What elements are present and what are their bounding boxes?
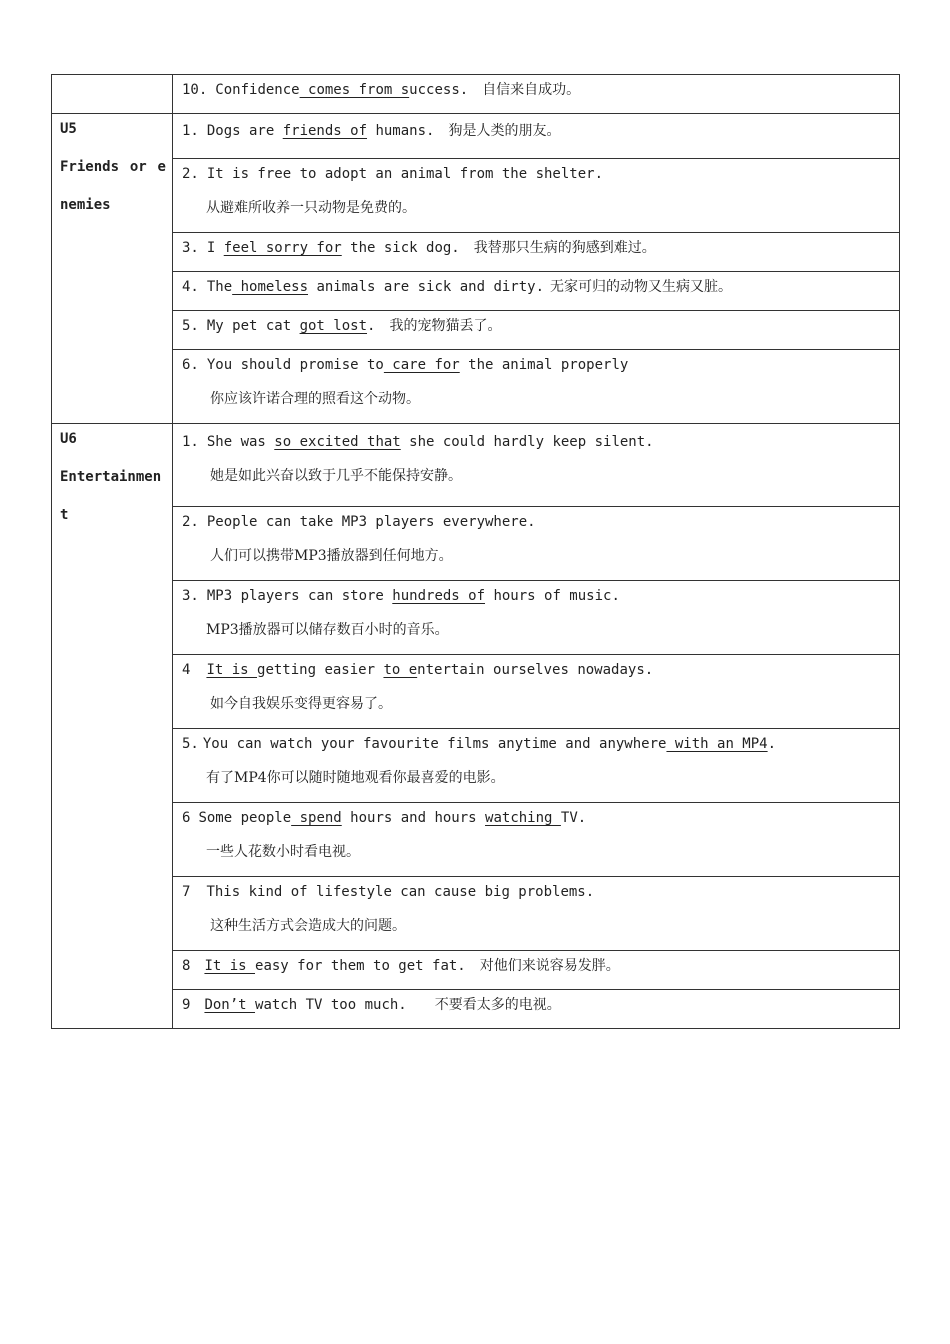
sentence-cell xyxy=(173,272,900,311)
chinese-translation: 狗是人类的朋友。 xyxy=(448,123,561,139)
table-row xyxy=(52,729,900,803)
sentence-cell xyxy=(173,877,900,951)
sentence-cell xyxy=(173,581,900,655)
sentence-cell xyxy=(173,803,900,877)
chinese-translation: 自信来自成功。 xyxy=(482,82,581,98)
chinese-translation: 从避难所收养一只动物是免费的。 xyxy=(206,200,416,216)
table-row xyxy=(52,990,900,1029)
chinese-translation: 我的宠物猫丢了。 xyxy=(389,318,502,334)
unit-code: U5 xyxy=(60,121,77,137)
english-sentence: 7 This kind of lifestyle can cause big problems. xyxy=(182,884,595,900)
table-row xyxy=(52,350,900,424)
table-row xyxy=(52,877,900,951)
english-sentence: 2. People can take MP3 players everywhere. xyxy=(182,514,536,530)
sentence-cell xyxy=(173,350,900,424)
english-sentence: 9 Don’t watch TV too much. xyxy=(182,997,407,1013)
unit-name: Entertainment xyxy=(60,469,162,523)
table-row xyxy=(52,233,900,272)
sentence-cell xyxy=(173,507,900,581)
english-sentence: 4. The homeless animals are sick and dirty. xyxy=(182,279,545,295)
sentence-cell xyxy=(173,424,900,507)
chinese-translation: 一些人花数小时看电视。 xyxy=(206,844,360,860)
english-sentence: 6. You should promise to care for the animal properly xyxy=(182,357,629,373)
table-row xyxy=(52,803,900,877)
sentence-cell xyxy=(173,75,900,114)
table-row xyxy=(52,75,900,114)
table-row xyxy=(52,272,900,311)
english-sentence: 1. She was so excited that she could hardly keep silent. xyxy=(182,434,654,450)
chinese-translation: 你应该许诺合理的照看这个动物。 xyxy=(210,391,420,407)
english-sentence: 2. It is free to adopt an animal from the shelter. xyxy=(182,166,604,182)
table-row xyxy=(52,311,900,350)
unit-name: Friends or enemies xyxy=(60,159,166,213)
chinese-translation: 无家可归的动物又生病又脏。 xyxy=(550,279,733,295)
english-sentence: 3. I feel sorry for the sick dog. xyxy=(182,240,460,256)
sentence-cell xyxy=(173,159,900,233)
chinese-translation: 有了MP4你可以随时随地观看你最喜爱的电影。 xyxy=(206,770,505,786)
vocabulary-table xyxy=(51,74,899,1029)
table-row xyxy=(52,159,900,233)
chinese-translation: 人们可以携带MP3播放器到任何地方。 xyxy=(210,548,453,564)
unit-code: U6 xyxy=(60,431,77,447)
table-row xyxy=(52,114,900,159)
english-sentence: 4 It is getting easier to entertain ourselves nowadays. xyxy=(182,662,654,678)
sentence-cell xyxy=(173,655,900,729)
sentence-cell xyxy=(173,233,900,272)
sentence-cell xyxy=(173,729,900,803)
english-sentence: 1. Dogs are friends of humans. xyxy=(182,123,435,139)
table-row xyxy=(52,581,900,655)
sentence-cell xyxy=(173,311,900,350)
sentence-cell xyxy=(173,114,900,159)
sentence-cell xyxy=(173,990,900,1029)
sentence-table xyxy=(51,74,900,1029)
chinese-translation: 她是如此兴奋以致于几乎不能保持安静。 xyxy=(210,468,462,484)
chinese-translation: 我替那只生病的狗感到难过。 xyxy=(473,240,656,256)
table-row xyxy=(52,424,900,507)
chinese-translation: 不要看太多的电视。 xyxy=(434,997,561,1013)
table-row xyxy=(52,951,900,990)
chinese-translation: 这种生活方式会造成大的问题。 xyxy=(210,918,406,934)
unit-cell-u6 xyxy=(52,424,173,1029)
english-sentence: 5. You can watch your favourite films anytime and anywhere with an MP4. xyxy=(182,736,777,752)
table-row xyxy=(52,507,900,581)
table-row xyxy=(52,655,900,729)
chinese-translation: 对他们来说容易发胖。 xyxy=(479,958,620,974)
unit-cell-empty xyxy=(52,75,173,114)
english-sentence: 6 Some people spend hours and hours watching TV. xyxy=(182,810,587,826)
chinese-translation: MP3播放器可以储存数百小时的音乐。 xyxy=(206,622,449,638)
unit-cell-u5 xyxy=(52,114,173,424)
english-sentence: 5. My pet cat got lost. xyxy=(182,318,376,334)
english-sentence: 10. Confidence comes from success. xyxy=(182,82,469,98)
sentence-cell xyxy=(173,951,900,990)
english-sentence: 8 It is easy for them to get fat. xyxy=(182,958,466,974)
chinese-translation: 如今自我娱乐变得更容易了。 xyxy=(210,696,392,712)
english-sentence: 3. MP3 players can store hundreds of hours of music. xyxy=(182,588,620,604)
